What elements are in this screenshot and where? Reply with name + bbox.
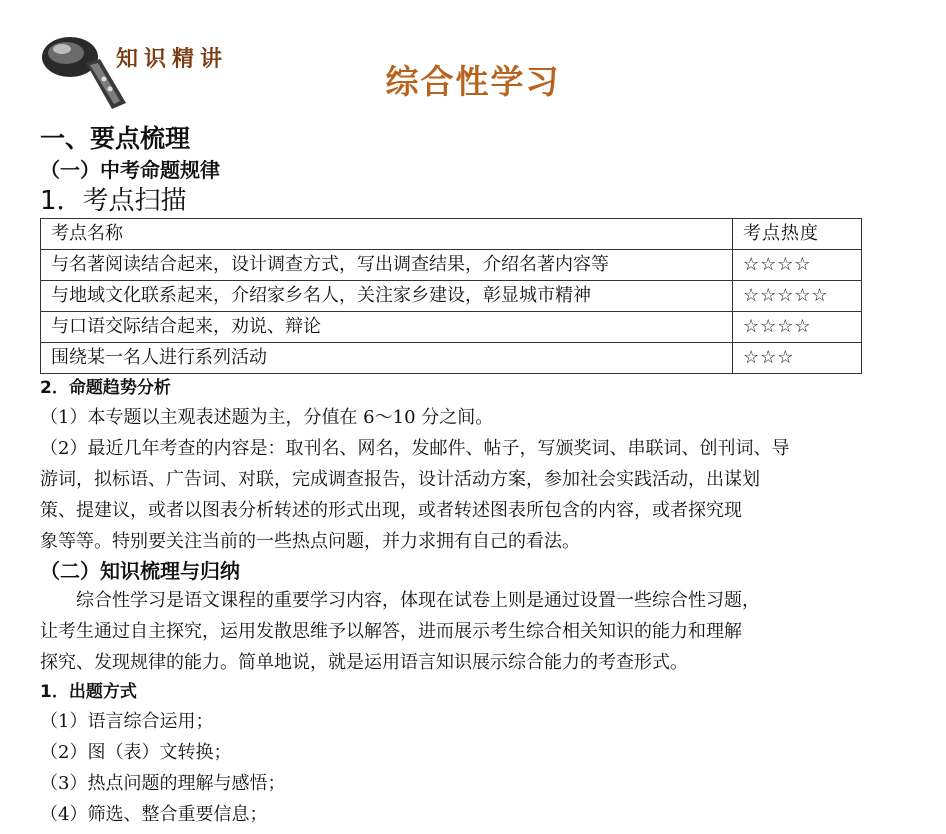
table-cell-name: 围绕某一名人进行系列活动: [41, 343, 733, 374]
table-row: [41, 312, 862, 343]
trend-paragraph-1: （1）本专题以主观表述题为主，分值在 6～10 分之间。: [40, 407, 494, 428]
section-heading-main: 一、要点梳理: [40, 124, 191, 153]
trend-paragraph-2-line: 策、提建议，或者以图表分析转述的形式出现，或者转述图表所包含的内容，或者探究现: [40, 500, 742, 521]
topic-heading-method: 1．出题方式: [40, 682, 137, 702]
table-header-cell: 考点名称: [41, 219, 733, 250]
topic-heading-trend: 2．命题趋势分析: [40, 378, 171, 398]
trend-paragraph-2-line: 象等等。特别要关注当前的一些热点问题，并力求拥有自己的看法。: [40, 531, 580, 552]
method-list-item: （3）热点问题的理解与感悟；: [40, 773, 286, 794]
table-cell-rating: ☆☆☆☆☆: [733, 281, 862, 312]
table-cell-name: 与名著阅读结合起来，设计调查方式，写出调查结果，介绍名著内容等: [41, 250, 733, 281]
topic-heading-scan: 1．考点扫描: [40, 186, 187, 216]
exam-points-table: [40, 218, 862, 374]
logo-text: 知识精讲: [116, 47, 229, 72]
table-header-row: [41, 219, 862, 250]
summary-paragraph-line: 探究、发现规律的能力。简单地说，就是运用语言知识展示综合能力的考查形式。: [40, 652, 688, 673]
method-list-item: （1）语言综合运用；: [40, 711, 214, 732]
table-cell-name: 与口语交际结合起来，劝说、辩论: [41, 312, 733, 343]
subsection-heading-rules: （一）中考命题规律: [40, 158, 220, 182]
summary-paragraph-line: 综合性学习是语文课程的重要学习内容，体现在试卷上则是通过设置一些综合性习题，: [76, 590, 760, 611]
table-cell-rating: ☆☆☆: [733, 343, 862, 374]
page-header: [0, 0, 946, 118]
table-cell-name: 与地域文化联系起来，介绍家乡名人，关注家乡建设，彰显城市精神: [41, 281, 733, 312]
table-header-cell: 考点热度: [733, 219, 862, 250]
subsection-heading-summary: （二）知识梳理与归纳: [40, 559, 240, 583]
trend-paragraph-2-line: 游词，拟标语、广告词、对联，完成调查报告，设计活动方案，参加社会实践活动，出谋划: [40, 469, 760, 490]
table-row: [41, 343, 862, 374]
table-row: [41, 250, 862, 281]
summary-paragraph-line: 让考生通过自主探究，运用发散思维予以解答，进而展示考生综合相关知识的能力和理解: [40, 621, 742, 642]
document-body: [40, 122, 872, 830]
method-list-item: （4）筛选、整合重要信息；: [40, 804, 268, 825]
method-list-item: （2）图（表）文转换；: [40, 742, 232, 763]
table-cell-rating: ☆☆☆☆: [733, 250, 862, 281]
table-cell-rating: ☆☆☆☆: [733, 312, 862, 343]
trend-paragraph-2-line: （2）最近几年考查的内容是：取刊名、网名，发邮件、帖子，写颁奖词、串联词、创刊词、导: [40, 438, 790, 459]
page-title: 综合性学习: [385, 62, 561, 101]
table-row: [41, 281, 862, 312]
